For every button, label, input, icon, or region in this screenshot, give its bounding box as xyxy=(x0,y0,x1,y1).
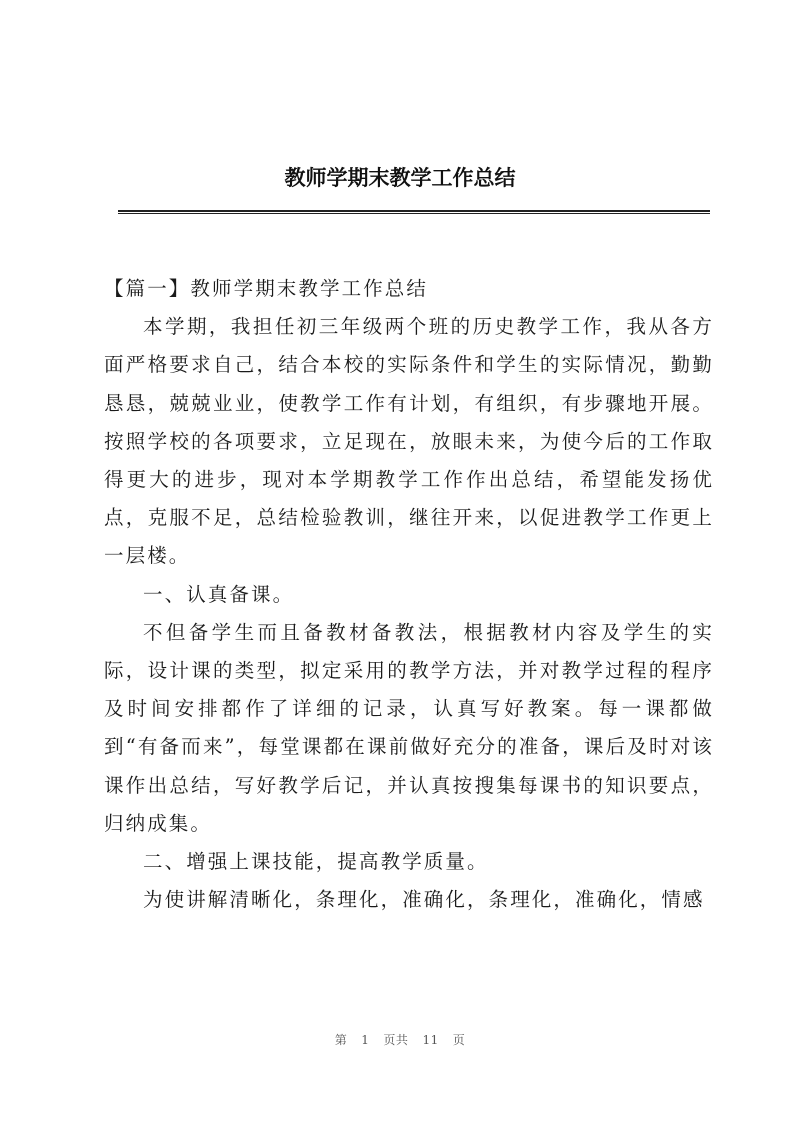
section-heading: 【篇一】教师学期末教学工作总结 xyxy=(104,277,429,300)
footer-current-page: 1 xyxy=(361,1033,370,1047)
subheading-lesson-prep: 一、认真备课。 xyxy=(143,582,295,606)
footer-total-pages: 11 xyxy=(422,1033,439,1047)
footer-suffix: 页 xyxy=(452,1033,466,1047)
page-number-footer xyxy=(0,1031,800,1048)
footer-prefix: 第 xyxy=(334,1033,348,1047)
document-body xyxy=(104,270,714,919)
footer-middle: 页共 xyxy=(383,1033,409,1047)
paragraph-intro: 本学期，我担任初三年级两个班的历史教学工作，我从各方面严格要求自己，结合本校的实际条件和学生的实际情况，勤勤恳恳，兢兢业业，使教学工作有计划，有组织，有步骤地开展。按照学校的各项要求，立足现在，放眼未来，为使今后的工作取得更大的进步，现对本学期教学工作作出总结，希望能发扬优点，克服不足，总结检验教训，继往开来，以促进教学工作更上一层楼。 xyxy=(104,315,714,568)
paragraph-teaching-skills: 为使讲解清晰化，条理化，准确化，条理化，准确化，情感 xyxy=(143,888,705,912)
document-title: 教师学期末教学工作总结 xyxy=(284,166,516,190)
subheading-teaching-skills: 二、增强上课技能，提高教学质量。 xyxy=(143,850,489,874)
paragraph-lesson-prep: 不但备学生而且备教材备教法，根据教材内容及学生的实际，设计课的类型，拟定采用的教学方法，并对教学过程的程序及时间安排都作了详细的记录，认真写好教案。每一课都做到“有备而来”，每堂课都在课前做好充分的准备，课后及时对该课作出总结，写好教学后记，并认真按搜集每课书的知识要点，归纳成集。 xyxy=(104,620,714,835)
title-underline xyxy=(118,210,710,214)
